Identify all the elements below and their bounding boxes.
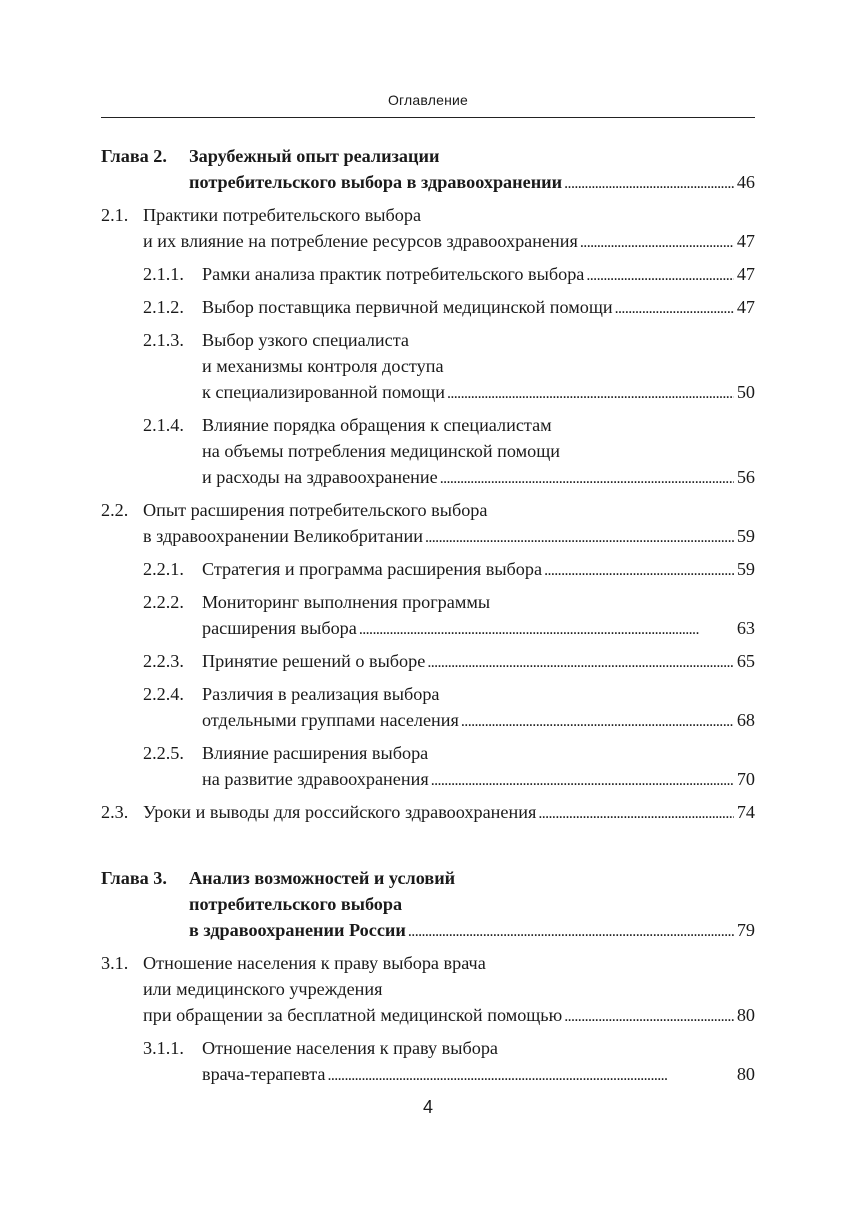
entry-spacer (101, 674, 755, 681)
toc-entry-title: Опыт расширения потребительского выбора (143, 500, 488, 520)
entry-spacer (101, 405, 755, 412)
toc-entry-number: 2.1.4. (143, 415, 184, 435)
toc-entry-sub[interactable] (101, 740, 755, 792)
entry-spacer (101, 254, 755, 261)
toc-entry-number: Глава 3. (101, 868, 167, 888)
toc-entry-number: Глава 2. (101, 146, 167, 166)
toc-entry-line (101, 917, 755, 943)
dot-leader (544, 556, 734, 582)
entry-spacer (101, 825, 755, 865)
dot-leader (408, 917, 734, 943)
toc-entry-title: потребительского выбора в здравоохранении (189, 172, 563, 192)
toc-page-number: 74 (736, 802, 755, 822)
toc-page-number: 63 (736, 618, 755, 638)
toc-page-number: 79 (736, 920, 755, 940)
dot-leader (425, 523, 734, 549)
toc-entry-line (101, 523, 755, 549)
toc-entry-title: Принятие решений о выборе (202, 651, 426, 671)
toc-entry-section[interactable] (101, 497, 755, 549)
toc-entry-title: при обращении за бесплатной медицинской помощью (143, 1005, 563, 1025)
toc-entry-sub[interactable] (101, 412, 755, 490)
toc-entry-number: 2.2.3. (143, 651, 184, 671)
toc-entry-line (143, 766, 755, 792)
toc-entry-title: и механизмы контроля доступа (202, 356, 444, 376)
dot-leader (359, 615, 734, 641)
toc-entry-line (143, 1061, 755, 1087)
entry-spacer (101, 320, 755, 327)
toc-entry-sub[interactable] (101, 589, 755, 641)
toc-entry-title: Рамки анализа практик потребительского выбора (202, 264, 585, 284)
toc-entry-chapter[interactable] (101, 865, 755, 943)
toc-entry-sub[interactable] (101, 327, 755, 405)
toc-entry-line (143, 464, 755, 490)
toc-entry-number: 2.1.2. (143, 297, 184, 317)
toc-entry-title: Различия в реализация выбора (202, 684, 440, 704)
toc-entry-number: 2.1. (101, 205, 129, 225)
toc-entry-number: 2.2.4. (143, 684, 184, 704)
toc-entry-sub[interactable] (101, 648, 755, 674)
toc-entry-number: 2.1.3. (143, 330, 184, 350)
table-of-contents (101, 143, 755, 1087)
dot-leader (427, 648, 734, 674)
toc-entry-number: 3.1. (101, 953, 129, 973)
toc-entry-title: или медицинского учреждения (143, 979, 383, 999)
toc-entry-line (143, 261, 755, 287)
toc-entry-number: 2.2.5. (143, 743, 184, 763)
toc-entry-line (143, 353, 755, 379)
dot-leader (586, 261, 733, 287)
toc-entry-number: 2.2.2. (143, 592, 184, 612)
entry-spacer (101, 549, 755, 556)
toc-entry-line (101, 228, 755, 254)
toc-entry-title: на объемы потребления медицинской помощи (202, 441, 560, 461)
page-number: 4 (422, 1097, 433, 1117)
toc-page-number: 65 (736, 651, 755, 671)
toc-page-number: 70 (736, 769, 755, 789)
toc-entry-title: Влияние расширения выбора (202, 743, 429, 763)
toc-entry-title: Зарубежный опыт реализации (189, 146, 440, 166)
toc-entry-title: Выбор узкого специалиста (202, 330, 409, 350)
toc-page-number: 68 (736, 710, 755, 730)
entry-spacer (101, 195, 755, 202)
toc-entry-section[interactable] (101, 799, 755, 825)
toc-entry-number: 2.1.1. (143, 264, 184, 284)
toc-entry-line (143, 648, 755, 674)
toc-entry-title: Анализ возможностей и условий (189, 868, 456, 888)
header-rule (101, 117, 755, 118)
toc-entry-line (143, 412, 755, 438)
toc-entry-title: врача-терапевта (202, 1064, 326, 1084)
dot-leader (327, 1061, 733, 1087)
toc-entry-title: Мониторинг выполнения программы (202, 592, 491, 612)
toc-entry-line (143, 294, 755, 320)
entry-spacer (101, 733, 755, 740)
toc-entry-line (101, 799, 755, 825)
dot-leader (580, 228, 734, 254)
toc-page-number: 47 (736, 297, 755, 317)
toc-entry-line (143, 681, 755, 707)
toc-page-number: 59 (736, 526, 755, 546)
toc-entry-line (143, 740, 755, 766)
toc-entry-line (143, 438, 755, 464)
entry-spacer (101, 582, 755, 589)
toc-entry-line (143, 589, 755, 615)
toc-entry-line (101, 976, 755, 1002)
toc-entry-title: потребительского выбора (189, 894, 403, 914)
toc-entry-title: Влияние порядка обращения к специалистам (202, 415, 552, 435)
entry-spacer (101, 287, 755, 294)
toc-entry-title: расширения выбора (202, 618, 357, 638)
toc-entry-sub[interactable] (101, 681, 755, 733)
toc-entry-line (143, 1035, 755, 1061)
toc-entry-title: Уроки и выводы для российского здравоохранения (143, 802, 537, 822)
toc-entry-title: Отношение населения к праву выбора врача (143, 953, 486, 973)
dot-leader (564, 1002, 734, 1028)
running-header: Оглавление (387, 92, 469, 108)
toc-page-number: 47 (736, 231, 755, 251)
toc-entry-sub[interactable] (101, 556, 755, 582)
toc-page-number: 80 (736, 1064, 755, 1084)
toc-entry-line (101, 202, 755, 228)
toc-page-number: 46 (736, 172, 755, 192)
toc-entry-title: к специализированной помощи (202, 382, 445, 402)
toc-entry-sub[interactable] (101, 261, 755, 287)
toc-entry-number: 2.3. (101, 802, 129, 822)
toc-entry-title: в здравоохранении России (189, 920, 406, 940)
toc-entry-chapter[interactable] (101, 143, 755, 195)
dot-leader (615, 294, 734, 320)
toc-entry-line (143, 327, 755, 353)
toc-entry-line (101, 1002, 755, 1028)
toc-entry-line (143, 615, 755, 641)
toc-entry-sub[interactable] (101, 1035, 755, 1087)
entry-spacer (101, 1028, 755, 1035)
toc-entry-title: и расходы на здравоохранение (202, 467, 438, 487)
dot-leader (564, 169, 734, 195)
toc-page-number: 47 (736, 264, 755, 284)
toc-entry-line (101, 143, 755, 169)
entry-spacer (101, 641, 755, 648)
toc-entry-section[interactable] (101, 202, 755, 254)
toc-entry-title: отдельными группами населения (202, 710, 459, 730)
toc-page-number: 56 (736, 467, 755, 487)
dot-leader (431, 766, 734, 792)
dot-leader (447, 379, 734, 405)
toc-entry-number: 2.2.1. (143, 559, 184, 579)
toc-entry-line (101, 865, 755, 891)
toc-entry-title: в здравоохранении Великобритании (143, 526, 423, 546)
toc-entry-title: Практики потребительского выбора (143, 205, 422, 225)
toc-page-number: 59 (736, 559, 755, 579)
toc-entry-line (101, 950, 755, 976)
toc-entry-title: Выбор поставщика первичной медицинской помощи (202, 297, 613, 317)
toc-page-number: 80 (736, 1005, 755, 1025)
toc-entry-number: 2.2. (101, 500, 129, 520)
toc-entry-line (143, 556, 755, 582)
entry-spacer (101, 792, 755, 799)
entry-spacer (101, 490, 755, 497)
toc-entry-title: Отношение населения к праву выбора (202, 1038, 498, 1058)
entry-spacer (101, 943, 755, 950)
toc-entry-line (143, 707, 755, 733)
toc-entry-number: 3.1.1. (143, 1038, 184, 1058)
toc-entry-line (101, 891, 755, 917)
toc-entry-sub[interactable] (101, 294, 755, 320)
toc-entry-title: и их влияние на потребление ресурсов здравоохранения (143, 231, 578, 251)
toc-entry-title: Стратегия и программа расширения выбора (202, 559, 543, 579)
toc-entry-line (143, 379, 755, 405)
dot-leader (440, 464, 734, 490)
toc-entry-line (101, 497, 755, 523)
toc-entry-title: на развитие здравоохранения (202, 769, 429, 789)
toc-entry-line (101, 169, 755, 195)
dot-leader (461, 707, 734, 733)
toc-entry-section[interactable] (101, 950, 755, 1028)
dot-leader (538, 799, 734, 825)
toc-page-number: 50 (736, 382, 755, 402)
